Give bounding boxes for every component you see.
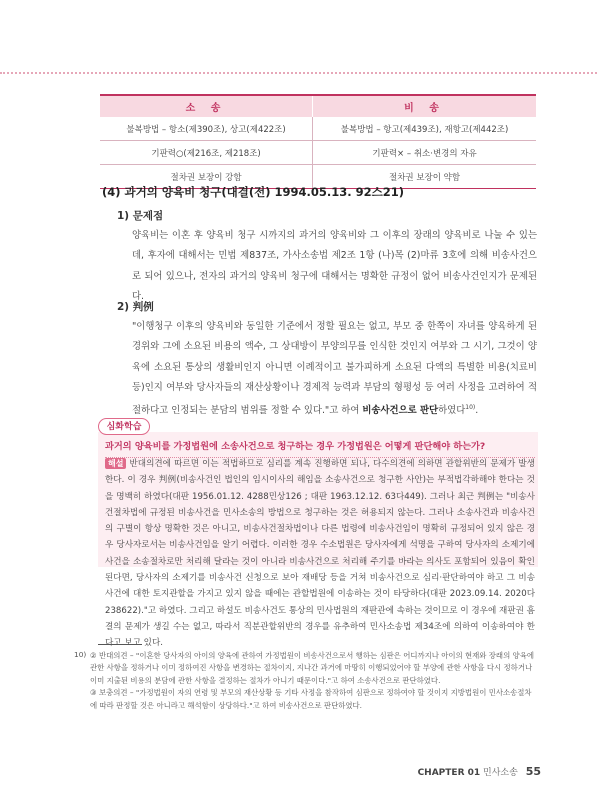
table-cell: 기판력× – 취소·변경의 자유 [313, 141, 536, 165]
footnote-line: ③ 보충의견 – "가정법원이 자의 연령 및 부모의 재산상황 등 기타 사정을 참작하여 심판으로 정하여야 할 것이지 지방법원이 민사소송절차에 따라 판정할 것은 아니라고 해석함이 상당하다."고 하여 비송사건으로 판단하였다. [90, 688, 532, 710]
page-number: 55 [525, 765, 541, 778]
footnote-line: ② 반대의견 – "이혼한 당사자의 아이의 양육에 관하여 가정법원이 비송사건으로서 행하는 심판은 어디까지나 아이의 현재와 장래의 양육에 관한 사항을 정하거나 이미 정하여진 사항을 변경하는 절차이지, 지나간 과거에 마땅히 이행되었어야 할 부양에 관한 사항을 다시 정하거나 이미 지출된 비용의 분담에 관한 사항을 결정하는 절차가 아니기 때문이다."고 하여 소송사건으로 판단하였다. [90, 651, 534, 685]
top-dotted-divider [0, 72, 597, 74]
deep-study-answer [105, 456, 535, 652]
table-cell: 불복방법 – 항소(제390조), 상고(제422조) [100, 117, 313, 141]
answer-badge: 해설 [105, 458, 126, 469]
page-footer [418, 765, 541, 778]
footnote-text [90, 650, 537, 712]
ruling-end: 하였다 [438, 405, 466, 417]
ruling-bold: 비송사건으로 판단 [362, 405, 439, 417]
chapter-label: CHAPTER 01 [417, 768, 481, 778]
table-cell: 불복방법 – 항고(제439조), 재항고(제442조) [313, 117, 536, 141]
footnote-ref[interactable]: 10) [465, 404, 476, 412]
footnote-number: 10) [74, 650, 87, 659]
issue-paragraph: 양육비는 이혼 후 양육비 청구 시까지의 과거의 양육비와 그 이후의 장래의 양육비로 나눌 수 있는데, 후자에 대해서는 민법 제837조, 가사소송법 제2조 1항 (나)목 (2)마류 3호에 의해 비송사건으로 되어 있으나, 전자의 과거의 양육비 청구에 대해서는 명확한 규정이 없어 비송사건인지가 문제된다. [132, 230, 537, 302]
section-title: (4) 과거의 양육비 청구(대결(전) 1994.05.13. 92스21) [102, 185, 404, 199]
ruling-paragraph: "이행청구 이후의 양육비와 동일한 기준에서 정할 필요는 없고, 부모 중 한쪽이 자녀를 양육하게 된 경위와 그에 소요된 비용의 액수, 그 상대방이 부양의무를 인식한 것인지 여부와 그 시기, 그것이 양육에 소요된 통상의 생활비인지 아니면 이례적이고 불가피하게 소요된 다액의 특별한 비용(치료비등)인지 여부와 당사자들의 재산상황이나 경제적 능력과 부담의 형평성 등 여러 사정을 고려하여 적절하다고 인정되는 분담의 범위를 정할 수 있다."고 하여 비송사건으로 판단하였다$^{10)}$. [132, 321, 537, 417]
ruling-heading: 2) 判例 [117, 301, 154, 313]
footnote-divider [98, 644, 142, 645]
issue-heading: 1) 문제점 [117, 210, 164, 222]
deep-study-question: 과거의 양육비를 가정법원에 소송사건으로 청구하는 경우 가정법원은 어떻게 판단해야 하는가? [105, 438, 535, 458]
comparison-table [100, 94, 536, 189]
table-cell: 기판력○(제216조, 제218조) [100, 141, 313, 165]
table-header-litigation: 소 송 [100, 95, 313, 117]
ruling-text: "이행청구 이후의 양육비와 동일한 기준에서 정할 필요는 없고, 부모 중 한쪽이 자녀를 양육하게 된 경위와 그에 소요된 비용의 액수, 그 상대방이 부양의무를 인식한 것인지 여부와 그 시기, 그것이 양육에 소요된 통상의 생활비인지 아니면 이례적이고 불가피하게 소요된 다액의 특별한 비용(치료비등)인지 여부와 당사자들의 재산상황이나 경제적 능력과 부담의 형평성 등 여러 사정을 고려하여 적절하다고 인정되는 분담의 범위를 정할 수 있다."고 하여 [132, 321, 537, 417]
table-row [100, 117, 536, 141]
table-header-non-litigation: 비 송 [313, 95, 536, 117]
table-row [100, 141, 536, 165]
chapter-name: 민사소송 [483, 768, 518, 778]
answer-text: 반대의견에 따르면 이는 적법하므로 심리를 계속 진행하면 되나, 다수의견에 의하면 관할위반의 문제가 발생한다. 이 경우 判例(비송사건인 법인의 임시이사의 해임을 소송사건으로 청구한 사안)는 부적법각하해야 한다는 것을 명백히 하였다(대판 1956.01.12. 4288민상126 ; 대판 1963.12.12. 63다449). 그러나 최근 判例는 "비송사건절차법에 규정된 비송사건을 민사소송의 방법으로 청구하는 것은 허용되지 않는다. 그러나 소송사건과 비송사건의 구별이 항상 명확한 것은 아니고, 비송사건절차법이나 다른 법령에 비송사건임이 명확히 규정되어 있지 않은 경우 당사자로서는 비송사건임을 알기 어렵다. 이러한 경우 수소법원은 당사자에게 석명을 구하여 당사자의 소제기에 사건을 소송절차로만 처리해 달라는 것이 아니라 비송사건으로 처리해 주기를 바라는 의사도 포함되어 있음이 확인된다면, 당사자의 소제기를 비송사건 신청으로 보아 재배당 등을 거쳐 비송사건으로 심리·판단하여야 하고 그 비송사건에 대한 토지관할을 가지고 있지 않을 때에는 관할법원에 이송하는 것이 타당하다(대판 2023.09.14. 2020다238622)."고 하였다. 그리고 하설도 비송사건도 통상의 민사법원의 재판관에 속하는 것이므로 이 경우에 재판권 흠결의 문제가 생길 수는 없고, 따라서 직분관할위반의 경우를 유추하여 민사소송법 제34조에 의하여 이송하여야 한다고 보고 있다. [105, 459, 535, 649]
table-cell: 절차권 보장이 강함 [100, 165, 313, 189]
deep-study-badge: 심화학습 [98, 418, 150, 435]
table-cell: 절차권 보장이 약함 [313, 165, 536, 189]
